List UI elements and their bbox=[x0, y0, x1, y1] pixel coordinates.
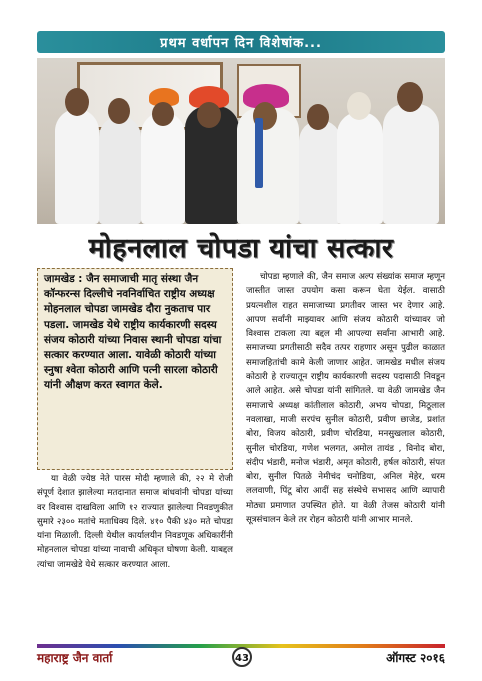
photo-person-head bbox=[197, 102, 221, 128]
article-right-text: चोपडा म्हणाले की, जैन समाज अल्प संख्यांक समाज म्हणून जास्तीत जास्त उपयोग कसा करून घेता येईल. वासाठी प्रयत्नशील राहत समाजाच्या प्रगतीवर जास्त भर देणार आहे. आपण सर्वांनी माझ्यावर आणि संजय कोठारी यांच्यावर जो विश्वास टाकला त्या बद्दल मी आपल्या सर्वांना आभारी आहे. समाजच्या प्रगतीसाठी सदैव तत्पर राहणार असून पुढील काळात समाजहितांची कामे केली जाणार आहेत. जामखेड मधील संजय कोठारी हे राज्यातून राष्ट्रीय कार्यकारणी सदस्य पदासाठी निवडून आले आहेत. असे चोपडा यांनी सांगितले. या वेळी जामखेड जैन समाजाचे अध्यक्ष कांतीलाल कोठारी, अभय चोपडा, मिठूलाल नवलाखा, माजी सरपंच सुनील कोठारी, प्रवीण छाजेड, प्रशांत बोरा, विजय कोठारी, प्रवीण चोरडिया, मनसुखलाल कोठारी, सुनील चोरडिया, गणेश भलगत, अमोल तायंड , विनोद बोरा, संदीप भंडारी, मनोज भंडारी, अमृत कोठारी, हर्षल कोठारी, संपत बोरा, सुनील पितळे नेमीचंद चनोडिया, अनिल मेहेर, धरम ललवाणी, पिंटू बोरा आदीं सह संस्थेचे सभासद आणि व्यापारी मोठ्या प्रमाणात उपस्थित होते. या वेळी तेजस कोठारी यांनी सूत्रसंचालन केले तर रोहन कोठारी यांनी आभार मानले. bbox=[246, 272, 445, 526]
banner-text: प्रथम वर्धापन दिन विशेषांक... bbox=[160, 36, 322, 51]
photo-person bbox=[141, 112, 185, 224]
photo-person bbox=[299, 120, 341, 224]
publication-name: महाराष्ट्र जैन वार्ता bbox=[37, 651, 113, 665]
photo-person-head bbox=[397, 82, 423, 112]
article-column-left bbox=[37, 472, 233, 640]
photo-person-head bbox=[108, 98, 130, 124]
intro-highlight-text: जामखेड : जैन समाजाची मातृ संस्था जैन कॉन्फरन्स दिल्लीचे नवनिर्वाचित राष्ट्रीय अध्यक्ष मोहनलाल चोपडा जामखेड दौरा नुकताच पार पडला. जामखेड येथे राष्ट्रीय कार्यकारणी सदस्य संजय कोठारी यांच्या निवास स्थानी चोपडा यांचा सत्कार करण्यात आला. यावेळी कोठारी यांच्या स्नुषा श्वेता कोठारी आणि पत्नी सारला कोठारी यांनी औक्षण करत स्वागत केले. bbox=[44, 273, 222, 392]
section-banner bbox=[37, 31, 445, 53]
photo-person-cap bbox=[347, 92, 371, 120]
photo-person-head bbox=[307, 104, 329, 130]
article-column-right bbox=[246, 270, 445, 642]
article-left-text: या वेळी ज्येष्ठ नेते पारस मोदी म्हणाले की, २२ मे रोजी संपूर्ण देशात झालेल्या मतदानात समाज बांधवांनी चोपडा यांच्या वर विश्वास दाखविला आणि १२ राज्यात झालेल्या निवडणुकीत सुमारे २३०० मतांचे मताधिक्य दिले. ४१० पैकी ४३० मते चोपडा यांना मिळाली. दिल्ली येथील कार्यालयीन निवडणूक अधिकारींनी मोहनलाल चोपडा यांच्या नावाची अधिकृत घोषणा केली. याबद्दल त्यांचा जामखेडे येथे सत्कार करण्यात आला. bbox=[37, 474, 233, 570]
photo-person-head bbox=[152, 102, 174, 126]
event-photo bbox=[37, 58, 445, 224]
intro-highlight-box bbox=[37, 268, 233, 470]
photo-person-head bbox=[65, 88, 89, 116]
photo-sash bbox=[255, 118, 263, 188]
issue-date: ऑगस्ट २०१६ bbox=[386, 651, 445, 665]
photo-person bbox=[337, 112, 383, 224]
article-headline: मोहनलाल चोपडा यांचा सत्कार bbox=[88, 233, 394, 264]
photo-person bbox=[99, 116, 141, 224]
photo-person bbox=[55, 109, 99, 224]
page-number: 43 bbox=[232, 647, 252, 667]
photo-person bbox=[383, 104, 439, 224]
